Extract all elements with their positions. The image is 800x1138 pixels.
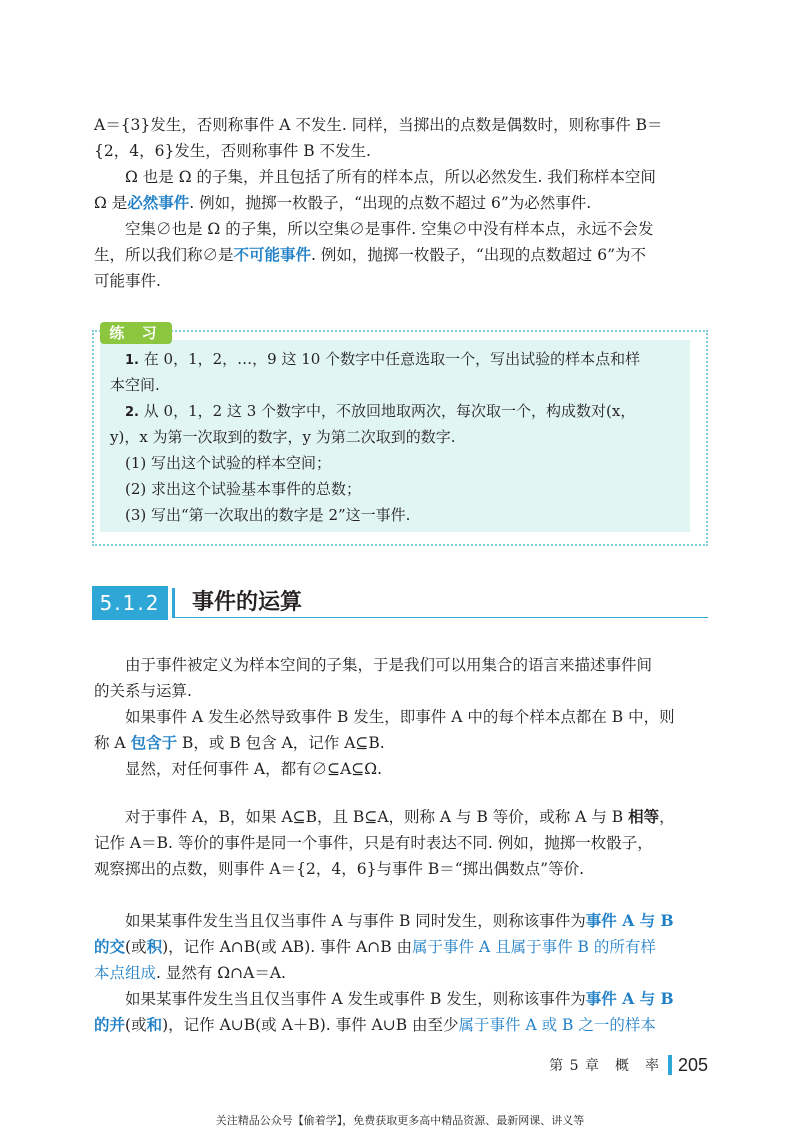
paragraph-line [94,804,706,830]
term-product: 积 [146,937,163,956]
question-text: y)，x 为第一次取到的数字，y 为第二次取到的数字. [110,428,456,446]
text: 称 A [94,734,131,752]
paragraph-line: 空集∅也是 Ω 的子集，所以空集∅是事件. 空集∅中没有样本点，永远不会发 [125,220,654,238]
section-divider [172,588,175,618]
question-text: 在 0，1，2，…，9 这 10 个数字中任意选取一个，写出试验的样本点和样 [143,350,641,368]
paragraph-line: {2，4，6}发生，否则称事件 B 不发生. [94,142,371,160]
paragraph-line: 显然，对任何事件 A，都有∅⊆A⊆Ω. [125,760,383,778]
paragraph-line [94,986,706,1012]
text: (或 [125,938,147,956]
paragraph-line [94,190,706,216]
term-intersection: 的交 [94,937,126,956]
question-number: 1. [125,353,139,368]
sub-question: (1) 写出这个试验的样本空间； [125,454,332,472]
term-impossible-event: 不可能事件 [233,245,312,264]
paragraph-line [94,242,706,268]
text: )，记作 A∪B(或 A＋B). 事件 A∪B 由至少 [162,1016,459,1034]
paragraph-line [94,934,706,960]
paragraph-line [94,1012,706,1038]
term-included-in: 包含于 [130,733,178,752]
paragraph-line: 由于事件被定义为样本空间的子集，于是我们可以用集合的语言来描述事件间 [125,656,653,674]
text: 如果某事件发生当且仅当事件 A 与事件 B 同时发生，则称该事件为 [125,912,586,930]
text: )，记作 A∩B(或 AB). 事件 A∩B 由 [162,938,413,956]
definition-text: 属于事件 A 且属于事件 B 的所有样 [412,938,656,956]
text: . 显然有 Ω∩A＝A. [156,964,286,982]
text: 生，所以我们称∅是 [94,246,234,264]
paragraph-line: 观察掷出的点数，则事件 A＝{2，4，6}与事件 B＝“掷出偶数点”等价. [94,860,585,878]
section-number: 5.1.2 [92,586,168,620]
text: (或 [125,1016,147,1034]
footer-bar [668,1055,672,1075]
paragraph-line: Ω 也是 Ω 的子集，并且包括了所有的样本点，所以必然发生. 我们称样本空间 [125,168,656,186]
text: B，或 B 包含 A，记作 A⊆B. [177,734,385,752]
page-number: 205 [677,1054,708,1075]
sub-question: (2) 求出这个试验基本事件的总数； [125,480,362,498]
term-sum: 和 [146,1015,163,1034]
bottom-note: 关注精品公众号【偷着学】，免费获取更多高中精品资源、最新网课、讲义等 [215,1114,585,1127]
paragraph-line: 可能事件. [94,272,161,290]
paragraph-line: 如果事件 A 发生必然导致事件 B 发生，即事件 A 中的每个样本点都在 B 中，则 [125,708,675,726]
definition-text: 本点组成 [94,964,157,982]
term-union: 的并 [94,1015,126,1034]
term-intersection: 事件 A 与 B [585,911,674,930]
chapter-label: 第 5 章 概 率 [549,1058,660,1074]
exercise-item-1 [94,346,706,374]
text: 如果某事件发生当且仅当事件 A 发生或事件 B 发生，则称该事件为 [125,990,586,1008]
definition-text: 属于事件 A 或 B 之一的样本 [458,1016,656,1034]
term-union: 事件 A 与 B [585,989,674,1008]
question-text: 从 0，1，2 这 3 个数字中，不放回地取两次，每次取一个，构成数对(x， [143,402,636,420]
exercise-item-2 [94,398,706,426]
paragraph-line: 记作 A＝B. 等价的事件是同一个事件，只是有时表达不同. 例如，抛掷一枚骰子， [94,834,653,852]
question-number: 2. [125,405,139,420]
paragraph-line: A＝{3}发生，否则称事件 A 不发生. 同样，当掷出的点数是偶数时，则称事件 B＝ [94,116,663,134]
question-text: 本空间. [110,376,160,394]
exercise-tag: 练 习 [100,322,172,344]
term-certain-event: 必然事件 [127,193,190,212]
paragraph-line: 的关系与运算. [94,682,192,700]
section-title: 事件的运算 [192,590,303,615]
text: Ω 是 [94,194,128,212]
section-underline [172,617,708,618]
text: ， [659,808,675,826]
paragraph-line [94,908,706,934]
paragraph-line [94,730,706,756]
sub-question: (3) 写出“第一次取出的数字是 2”这一事件. [125,506,411,524]
text: . 例如，抛掷一枚骰子，“出现的点数不超过 6”为必然事件. [189,194,592,212]
page-footer [549,1055,708,1075]
paragraph-line [94,960,706,986]
term-equal: 相等 [628,807,660,826]
text: . 例如，抛掷一枚骰子，“出现的点数超过 6”为不 [311,246,647,264]
text: 对于事件 A，B，如果 A⊆B，且 B⊆A，则称 A 与 B 等价，或称 A 与 B [125,808,629,826]
